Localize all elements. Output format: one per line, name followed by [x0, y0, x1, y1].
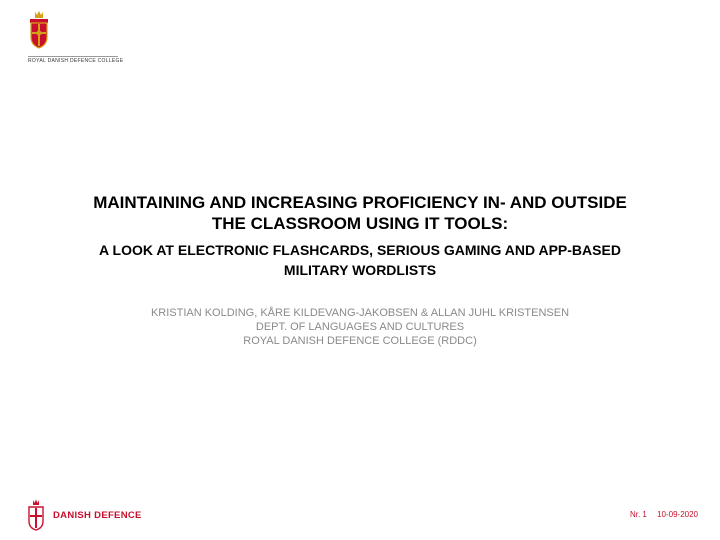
authors-line: KRISTIAN KOLDING, KÅRE KILDEVANG-JAKOBSEN & ALLAN JUHL KRISTENSEN — [150, 307, 570, 319]
danish-defence-emblem-icon — [28, 499, 44, 531]
subtitle-line-2: MILITARY WORDLISTS — [283, 262, 437, 278]
royal-crest-icon — [28, 10, 50, 50]
slide-title — [30, 192, 690, 234]
slide-number: Nr. 1 — [629, 510, 647, 519]
subtitle-line-1: A LOOK AT ELECTRONIC FLASHCARDS, SERIOUS GAMING AND APP-BASED — [99, 242, 621, 258]
title-line-1: MAINTAINING AND INCREASING PROFICIENCY IN- AND OUTSIDE — [93, 193, 627, 212]
author-block — [40, 306, 680, 348]
title-line-2: THE CLASSROOM USING IT TOOLS: — [211, 214, 509, 233]
footer-meta — [630, 510, 698, 519]
slide-date: 10-09-2020 — [657, 510, 698, 519]
footer-brand: DANISH DEFENCE — [53, 510, 142, 521]
college-name: ROYAL DANISH DEFENCE COLLEGE — [28, 58, 124, 64]
slide-subtitle — [40, 240, 680, 280]
header-divider — [28, 56, 118, 57]
department-line: DEPT. OF LANGUAGES AND CULTURES — [255, 321, 465, 333]
institution-line: ROYAL DANISH DEFENCE COLLEGE (RDDC) — [243, 335, 477, 347]
